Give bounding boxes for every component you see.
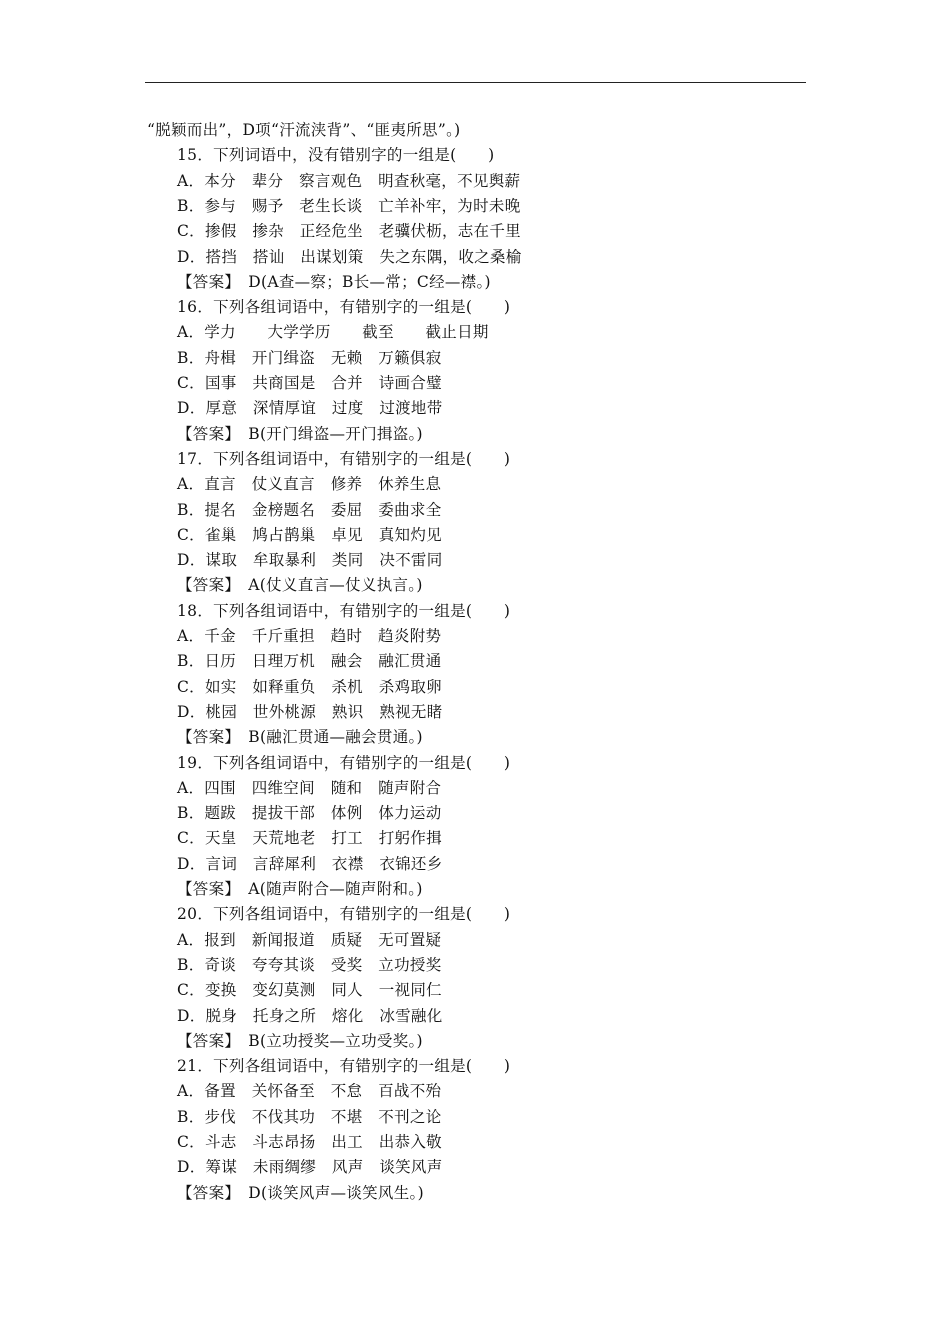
question-16-option-c: C．国事 共商国是 合并 诗画合璧 [177, 374, 442, 392]
question-16-option-a: A．学力 大学学历 截至 截止日期 [177, 323, 489, 342]
question-15-option-d: D．搭挡 搭讪 出谋划策 失之东隅，收之桑榆 [177, 247, 522, 266]
question-21-option-c: C．斗志 斗志昂扬 出工 出恭入敬 [177, 1133, 442, 1151]
question-20-option-c: C．变换 变幻莫测 同人 一视同仁 [177, 981, 442, 1000]
question-15-stem: 15．下列词语中，没有错别字的一组是( ) [177, 146, 495, 165]
question-16-option-d: D．厚意 深情厚谊 过度 过渡地带 [177, 399, 443, 418]
question-17-option-a: A．直言 仗义直言 修养 休养生息 [177, 475, 442, 494]
question-18-option-a: A．千金 千斤重担 趋时 趋炎附势 [177, 627, 442, 645]
question-18-stem: 18．下列各组词语中，有错别字的一组是( ) [177, 601, 511, 620]
question-21-stem: 21．下列各组词语中，有错别字的一组是( ) [177, 1057, 511, 1076]
question-21-option-a: A．备置 关怀备至 不怠 百战不殆 [177, 1082, 442, 1101]
question-19-option-b: B．题跋 提拔干部 体例 体力运动 [177, 804, 442, 823]
question-15-option-c: C．掺假 掺杂 正经危坐 老骥伏枥，志在千里 [177, 222, 521, 241]
question-20-answer: 【答案】 B(立功授奖—立功受奖。) [177, 1031, 423, 1050]
question-18-option-c: C．如实 如释重负 杀机 杀鸡取卵 [177, 677, 442, 696]
question-18-answer: 【答案】 B(融汇贯通—融会贯通。) [177, 728, 423, 747]
question-17-option-d: D．谋取 牟取暴利 类同 决不雷同 [177, 551, 443, 570]
intro-line: “脱颖而出”，D项“汗流浃背”、“匪夷所思”。) [147, 121, 461, 139]
question-20-option-d: D．脱身 托身之所 熔化 冰雪融化 [177, 1006, 443, 1025]
question-16-stem: 16．下列各组词语中，有错别字的一组是( ) [177, 298, 511, 317]
question-21-answer: 【答案】 D(谈笑风声—谈笑风生。) [177, 1183, 424, 1202]
header-rule [145, 82, 806, 83]
question-15-option-a: A．本分 辈分 察言观色 明查秋毫，不见舆薪 [177, 171, 521, 190]
question-19-option-c: C．天皇 天荒地老 打工 打躬作揖 [177, 829, 442, 848]
question-17-answer: 【答案】 A(仗义直言—仗义执言。) [177, 576, 423, 595]
question-19-answer: 【答案】 A(随声附合—随声附和。) [177, 880, 423, 898]
question-18-option-b: B．日历 日理万机 融会 融汇贯通 [177, 652, 442, 671]
question-21-option-d: D．筹谋 未雨绸缪 风声 谈笑风声 [177, 1158, 443, 1177]
question-19-option-d: D．言词 言辞犀利 衣襟 衣锦还乡 [177, 854, 443, 873]
question-16-answer: 【答案】 B(开门缉盗—开门揖盗。) [177, 424, 423, 443]
question-20-stem: 20．下列各组词语中，有错别字的一组是( ) [177, 905, 511, 924]
question-15-option-b: B．参与 赐予 老生长谈 亡羊补牢，为时未晚 [177, 196, 521, 215]
question-19-option-a: A．四围 四维空间 随和 随声附合 [177, 778, 442, 797]
question-20-option-a: A．报到 新闻报道 质疑 无可置疑 [177, 930, 442, 949]
question-16-option-b: B．舟楫 开门缉盗 无赖 万籁俱寂 [177, 348, 442, 367]
question-17-stem: 17．下列各组词语中，有错别字的一组是( ) [177, 449, 511, 468]
question-17-option-b: B．提名 金榜题名 委屈 委曲求全 [177, 500, 442, 519]
question-19-stem: 19．下列各组词语中，有错别字的一组是( ) [177, 753, 511, 772]
question-15-answer: 【答案】 D(A查—察；B长—常；C经—襟。) [177, 272, 491, 291]
question-20-option-b: B．奇谈 夸夸其谈 受奖 立功授奖 [177, 955, 442, 974]
question-18-option-d: D．桃园 世外桃源 熟识 熟视无睹 [177, 702, 443, 721]
question-17-option-c: C．雀巢 鸠占鹊巢 卓见 真知灼见 [177, 525, 442, 544]
question-21-option-b: B．步伐 不伐其功 不堪 不刊之论 [177, 1107, 442, 1126]
